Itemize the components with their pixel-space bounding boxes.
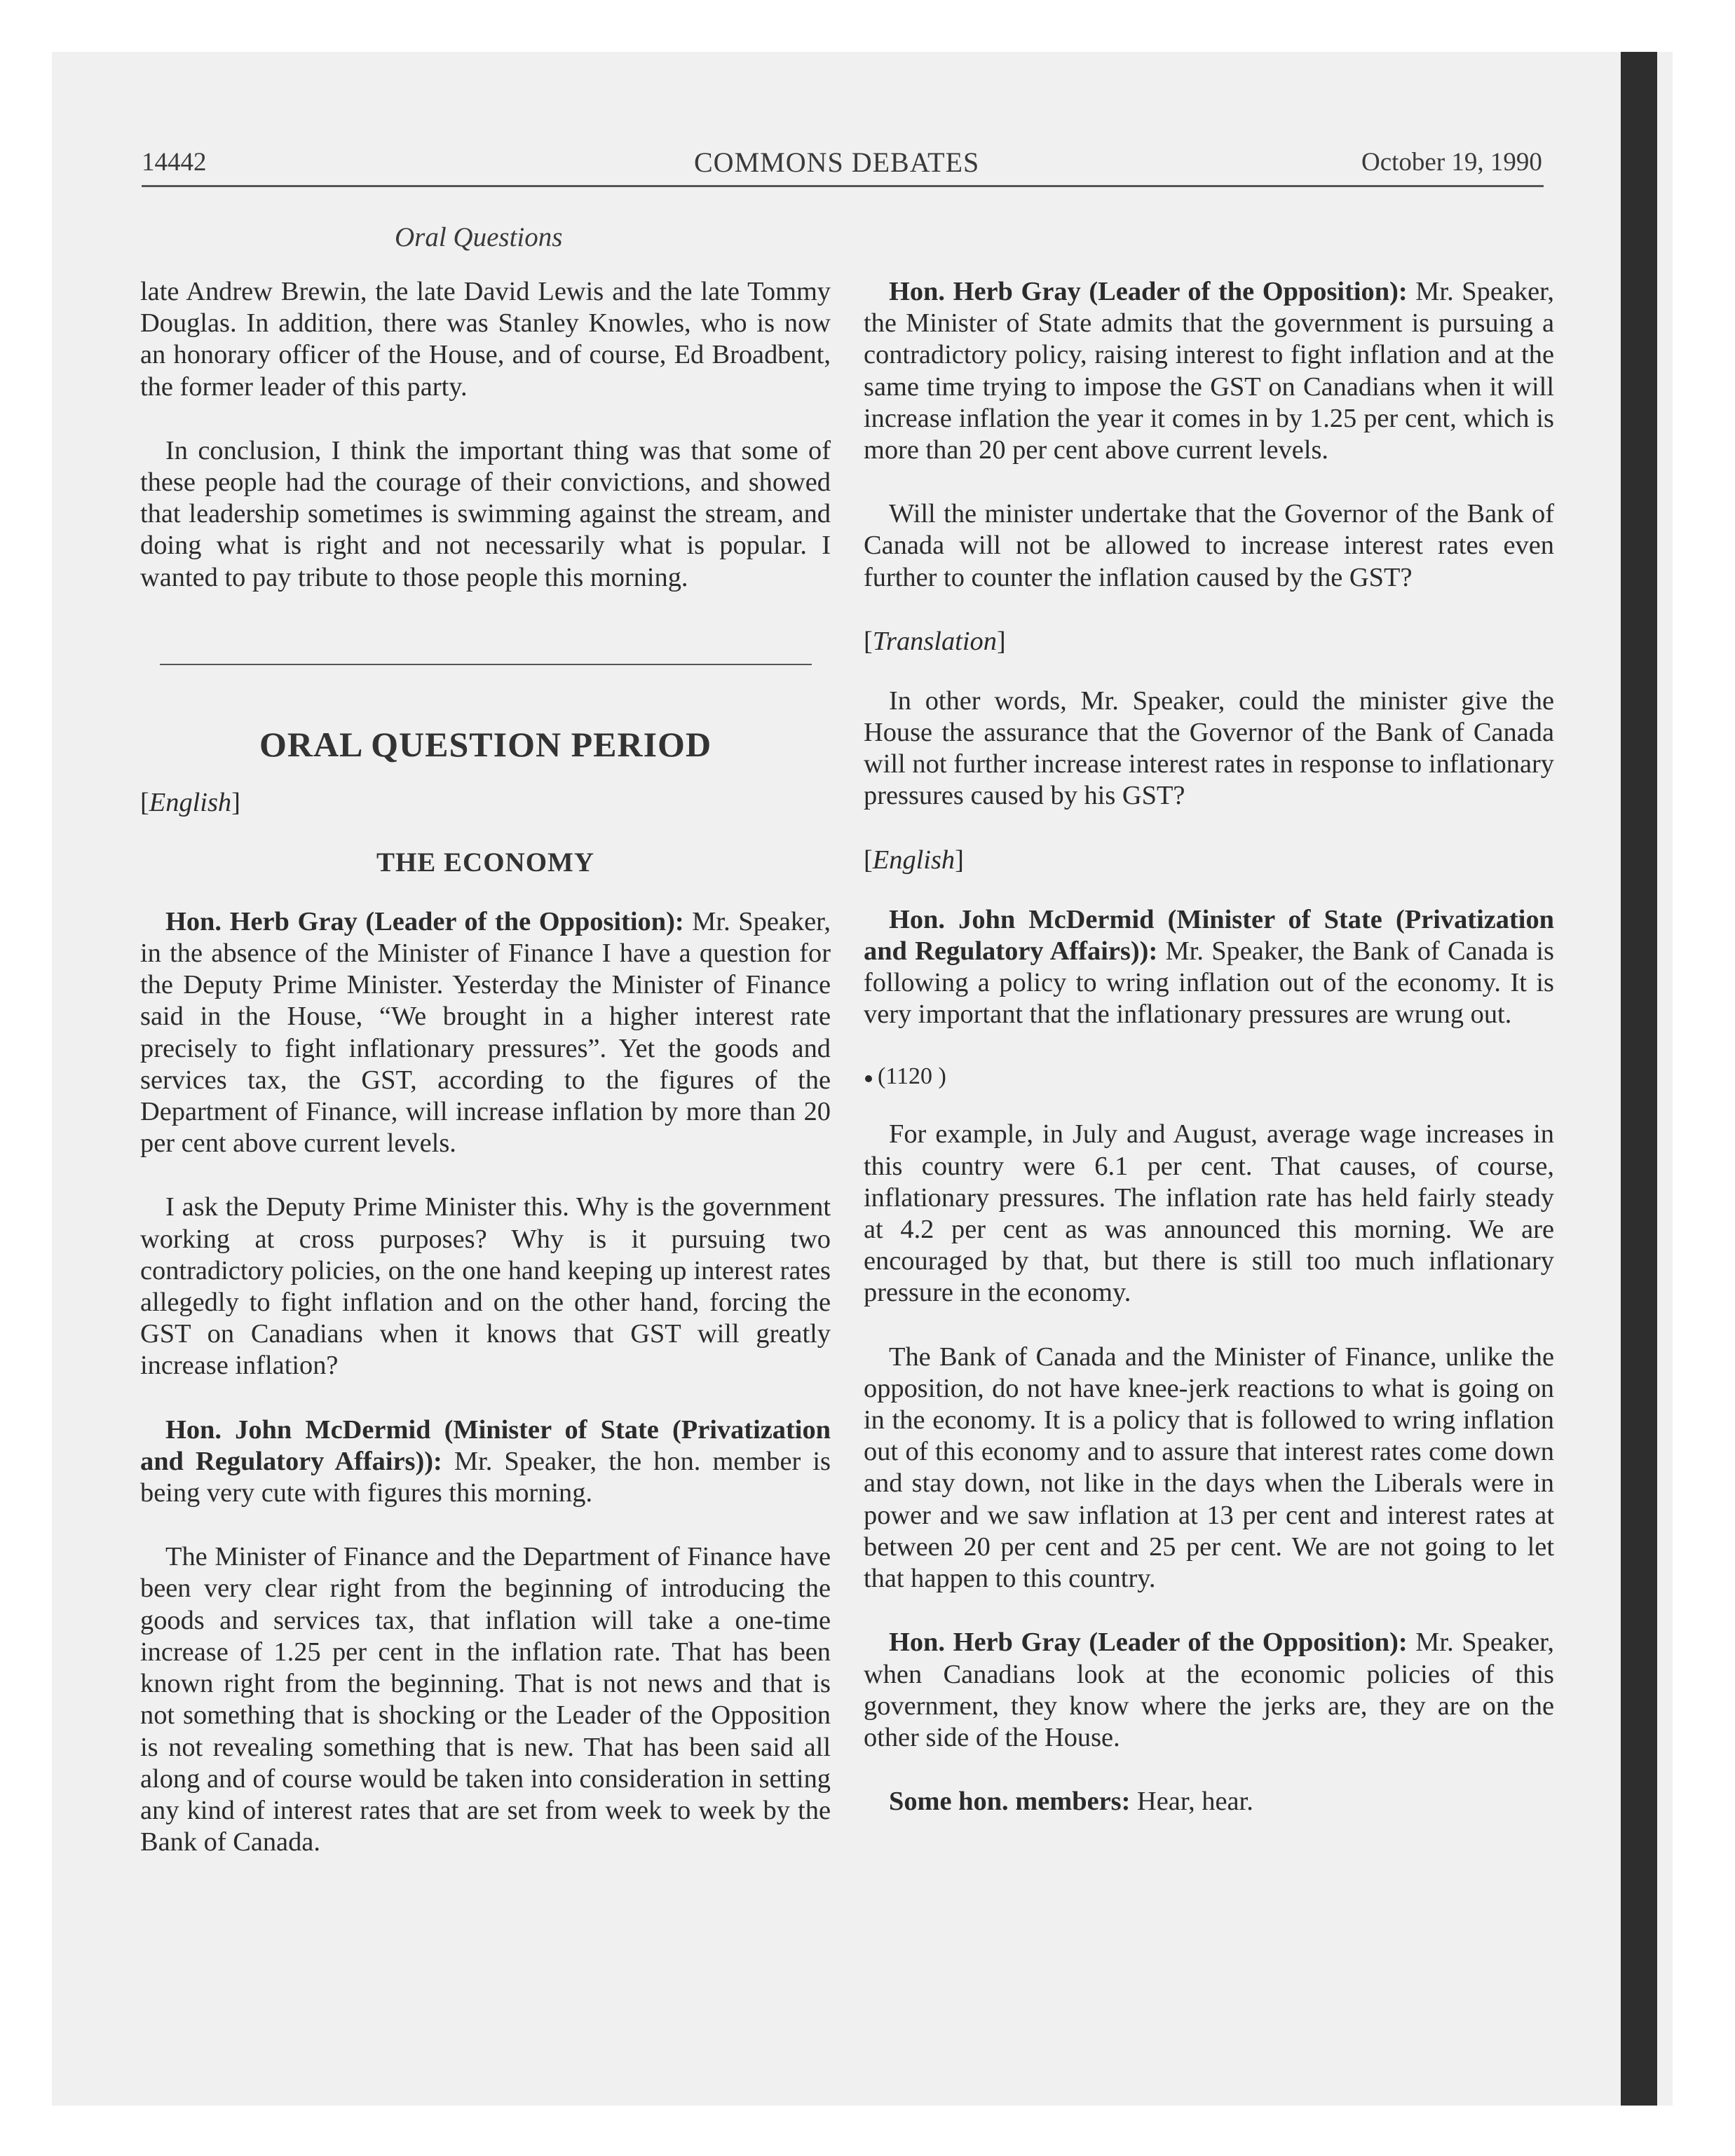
speaker-name: Hon. Herb Gray (Leader of the Opposition):	[889, 1628, 1408, 1658]
bullet-icon	[865, 1075, 872, 1082]
section-label: Oral Questions	[395, 222, 563, 252]
section-heading: ORAL QUESTION PERIOD	[259, 724, 712, 764]
subsection-heading: THE ECONOMY	[376, 847, 595, 878]
language-tag-label: English	[872, 845, 955, 875]
speech-text: Mr. Speaker, in the absence of the Minister of Finance I have a question for the Deputy Prime Minister. Yesterday the Minister of Finance said in the House, “We brought in a higher interest rate precisely to fight inflationary pressures”. Yet the goods and services tax, the GST, according to the figures of the Department of Finance, will increase inflation by more than 20 per cent above current levels.	[140, 906, 831, 1159]
right-column	[864, 276, 1554, 1850]
paragraph: In other words, Mr. Speaker, could the minister give the House the assurance that the Governor of the Bank of Canada will not further increase interest rates in response to inflationary pressures caused by his GST?	[864, 685, 1554, 811]
header-date: October 19, 1990	[1361, 148, 1542, 177]
language-tag-label: English	[149, 787, 232, 817]
paragraph: late Andrew Brewin, the late David Lewis and the late Tommy Douglas. In addition, there was Stanley Knowles, who is now an honorary officer of the House, and of course, Ed Broadbent, the former leader of this party.	[140, 277, 831, 402]
language-tag: [Translation]	[864, 626, 1006, 656]
timestamp-label: (1120 )	[878, 1063, 946, 1090]
speech-paragraph	[864, 1786, 1554, 1817]
paragraph: The Bank of Canada and the Minister of Finance, unlike the opposition, do not have knee-jerk reactions to what is going on in the economy. It is a policy that is followed to wring inflation out of this economy and to assure that interest rates come down and stay down, not like in the days when the Liberals were in power and we saw inflation at 13 per cent and interest rates at between 20 per cent and 25 per cent. We are not going to let that happen to this country.	[864, 1342, 1554, 1594]
paragraph: For example, in July and August, average wage increases in this country were 6.1 per cent. That causes, of course, inflationary pressures. The inflation rate has held fairly steady at 4.2 per cent as was announced this morning. We are encouraged by that, but there is still too much inflationary pressure in the economy.	[864, 1119, 1554, 1308]
page-number: 14442	[142, 148, 207, 177]
speech-paragraph	[140, 906, 831, 1160]
language-tag: [English]	[140, 787, 240, 817]
speech-paragraph	[864, 904, 1554, 1031]
speaker-name: Hon. John McDermid (Minister of State (Privatization and Regulatory Affairs)):	[140, 1414, 831, 1476]
speaker-name: Hon. Herb Gray (Leader of the Opposition):	[889, 277, 1408, 306]
language-tag-label: Translation	[872, 626, 997, 656]
speech-paragraph	[864, 276, 1554, 466]
paragraph: Will the minister undertake that the Governor of the Bank of Canada will not be allowed to increase interest rates even further to counter the inflation caused by the GST?	[864, 499, 1554, 592]
speech-text: Hear, hear.	[1130, 1787, 1253, 1817]
scan-edge-bar	[1621, 52, 1657, 2106]
speaker-name: Hon. John McDermid (Minister of State (Privatization and Regulatory Affairs)):	[864, 904, 1554, 966]
speech-paragraph	[864, 1627, 1554, 1754]
speaker-name: Hon. Herb Gray (Leader of the Opposition):	[165, 906, 684, 936]
paragraph: In conclusion, I think the important thing was that some of these people had the courage of their convictions, and showed that leadership sometimes is swimming against the stream, and doing what is right and not necessarily what is popular. I wanted to pay tribute to those people this morning.	[140, 435, 831, 592]
language-tag: [English]	[864, 845, 964, 875]
speech-paragraph	[140, 1414, 831, 1510]
speech-text: Mr. Speaker, the hon. member is being very cute with figures this morning.	[140, 1446, 831, 1508]
paragraph: I ask the Deputy Prime Minister this. Why is the government working at cross purposes? Why is it pursuing two contradictory policies, on the one hand keeping up interest rates allegedly to fight inflation and on the other hand, forcing the GST on Canadians when it knows that GST will greatly increase inflation?	[140, 1192, 831, 1381]
speaker-name: Some hon. members:	[889, 1787, 1131, 1817]
running-title: COMMONS DEBATES	[694, 146, 980, 178]
paragraph: The Minister of Finance and the Department of Finance have been very clear right from the beginning of introducing the goods and services tax, that inflation will take a one-time increase of 1.25 per cent in the inflation rate. That has been known right from the beginning. That is not news and that is not something that is shocking or the Leader of the Opposition is not revealing something that is new. That has been said all along and of course would be taken into consideration in setting any kind of interest rates that are set from week to week by the Bank of Canada.	[140, 1542, 831, 1857]
speech-text: Mr. Speaker, the Bank of Canada is following a policy to wring inflation out of the economy. It is very important that the inflationary pressures are wrung out.	[864, 936, 1554, 1030]
speech-text: Mr. Speaker, the Minister of State admits that the government is pursuing a contradictory policy, raising interest to fight inflation and at the same time trying to impose the GST on Canadians when it will increase inflation the year it comes in by 1.25 per cent, which is more than 20 per cent above current levels.	[864, 277, 1554, 465]
speech-text: Mr. Speaker, when Canadians look at the economic policies of this government, they know where the jerks are, they are on the other side of the House.	[864, 1628, 1554, 1752]
header-rule	[142, 185, 1544, 187]
timestamp	[865, 1063, 1554, 1091]
left-column	[140, 276, 831, 1890]
